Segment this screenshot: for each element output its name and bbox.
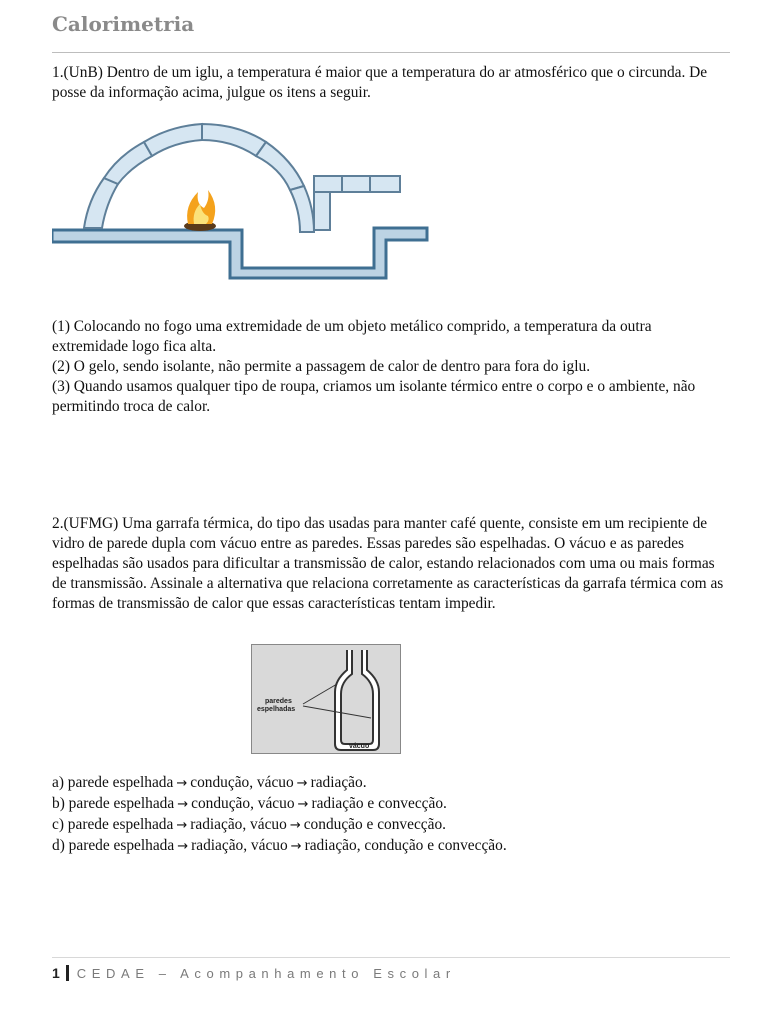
question-1-text: 1.(UnB) Dentro de um iglu, a temperatura é maior que a temperatura do ar atmosférico que o circunda. De posse da informação acima, julgue os itens a seguir. xyxy=(52,64,708,101)
answer-options xyxy=(52,773,724,857)
vacuum-label: vácuo xyxy=(349,743,370,750)
page-footer xyxy=(52,965,456,981)
thermos-diagram xyxy=(251,644,401,754)
item-2: (2) O gelo, sendo isolante, não permite a passagem de calor de dentro para fora do iglu. xyxy=(52,358,591,375)
header-divider xyxy=(52,52,730,53)
option-d: d) parede espelhada → radiação, vácuo → radiação, condução e convecção. xyxy=(52,837,507,854)
footer-text: CEDAE – Acompanhamento Escolar xyxy=(76,965,456,981)
item-1: (1) Colocando no fogo uma extremidade de um objeto metálico comprido, a temperatura da outra extremidade logo fica alta. xyxy=(52,318,652,355)
question-1-items xyxy=(52,317,724,417)
arrow-icon: → xyxy=(297,797,309,812)
arrow-icon: → xyxy=(176,776,188,791)
option-b: b) parede espelhada → condução, vácuo → radiação e convecção. xyxy=(52,795,447,812)
arrow-icon: → xyxy=(176,818,188,833)
page-number: 1 xyxy=(52,965,60,981)
option-c: c) parede espelhada → radiação, vácuo → condução e convecção. xyxy=(52,816,446,833)
footer-separator xyxy=(66,965,69,981)
footer-divider xyxy=(52,957,730,958)
arrow-icon: → xyxy=(177,839,189,854)
question-2-text: 2.(UFMG) Uma garrafa térmica, do tipo das usadas para manter café quente, consiste em um recipiente de vidro de parede dupla com vácuo entre as paredes. Essas paredes são espelhadas. O vácuo e as paredes espelhadas são usados para dificultar a transmissão de calor, estando relacionados com uma ou mais formas de transmissão. Assinale a alternativa que relaciona corretamente as características da garrafa térmica com as formas de transmissão de calor que essas características tentam impedir. xyxy=(52,515,724,612)
arrow-icon: → xyxy=(290,839,302,854)
item-3: (3) Quando usamos qualquer tipo de roupa, criamos um isolante térmico entre o corpo e o ambiente, não permitindo troca de calor. xyxy=(52,378,696,415)
page-title: Calorimetria xyxy=(52,12,195,36)
arrow-icon: → xyxy=(177,797,189,812)
walls-label-2: espelhadas xyxy=(257,706,296,713)
option-a: a) parede espelhada → condução, vácuo → radiação. xyxy=(52,774,367,791)
igloo-illustration xyxy=(52,120,432,280)
arrow-icon: → xyxy=(296,776,308,791)
walls-label-1: paredes xyxy=(265,698,292,705)
arrow-icon: → xyxy=(289,818,301,833)
